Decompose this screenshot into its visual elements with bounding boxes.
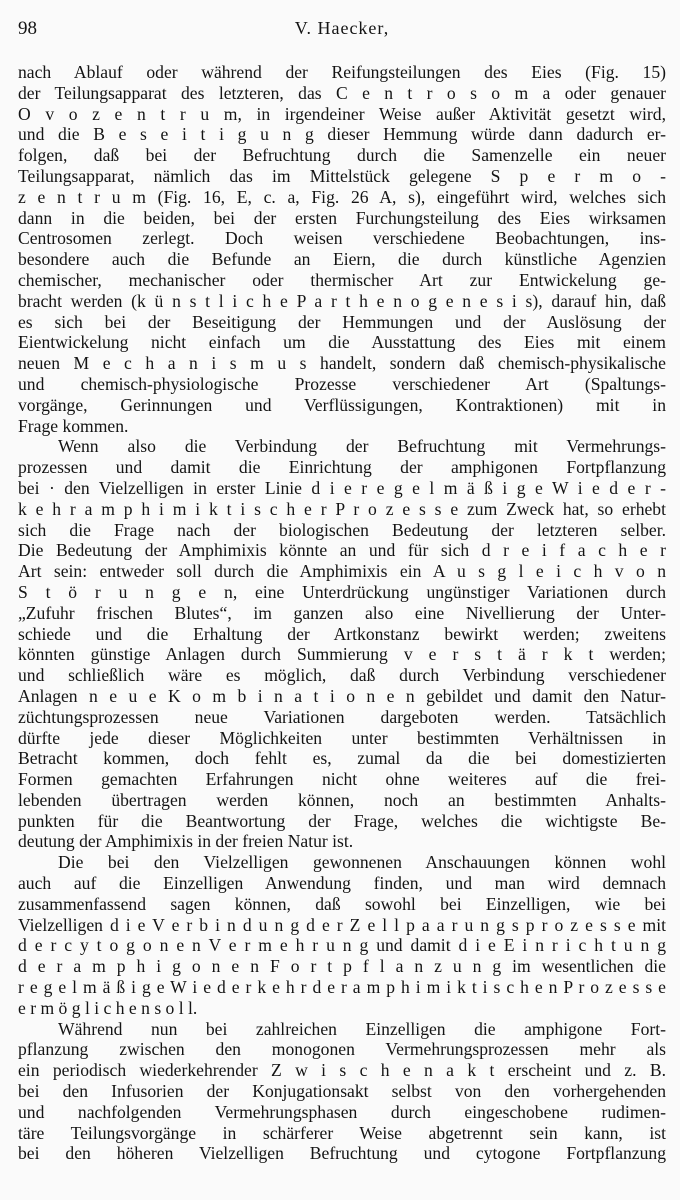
text-line: Eientwickelung nicht einfach um die Ausstattung des Eies mit einem xyxy=(18,332,666,353)
text-line: Art sein: entweder soll durch die Amphimixis ein A u s g l e i c h v o n xyxy=(18,561,666,582)
text-line: Teilungsapparat, nämlich das im Mittelstück gelegene S p e r m o - xyxy=(18,165,666,186)
text-line: Wenn also die Verbindung der Befruchtung mit Vermehrungs- xyxy=(58,436,666,457)
text-line: neuen M e c h a n i s m u s handelt, sondern daß chemisch-physikalische xyxy=(18,353,666,374)
text-line: bracht werden (k ü n s t l i c h e P a r t h e n o g e n e s i s), darauf hin, daß xyxy=(18,290,666,311)
text-line: Die Bedeutung der Amphimixis könnte an und für sich d r e i f a c h e r xyxy=(18,540,666,561)
text-line: bei · den Vielzelligen in erster Linie d i e r e g e l m ä ß i g e W i e d e r - xyxy=(18,477,666,498)
text-line: Die bei den Vielzelligen gewonnenen Anschauungen können wohl xyxy=(58,852,666,873)
text-line: r e g e l m ä ß i g e W i e d e r k e h r d e r a m p h i m i k t i s c h e n P r o z e s s e xyxy=(18,977,666,998)
text-line: nach Ablauf oder während der Reifungsteilungen des Eies (Fig. 15) xyxy=(18,62,666,82)
text-line: Frage kommen. xyxy=(18,415,129,436)
page-header xyxy=(18,18,666,48)
text-line: auch auf die Einzelligen Anwendung finden, und man wird demnach xyxy=(18,873,666,894)
text-line: und nachfolgenden Vermehrungsphasen durch eingeschobene rudimen- xyxy=(18,1101,666,1122)
text-line: lebenden übertragen werden können, noch an bestimmten Anhalts- xyxy=(18,789,666,810)
text-line: vorgänge, Gerinnungen und Verflüssigungen, Kontraktionen) mit in xyxy=(18,394,666,415)
text-line: S t ö r u n g e n, eine Unterdrückung ungünstiger Variationen durch xyxy=(18,581,666,602)
text-line: Centrosomen zerlegt. Doch weisen verschiedene Beobachtungen, ins- xyxy=(18,228,666,249)
text-line: und die B e s e i t i g u n g dieser Hemmung würde dann dadurch er- xyxy=(18,124,666,145)
text-line: e r m ö g l i c h e n s o l l. xyxy=(18,997,198,1018)
text-line: ein periodisch wiederkehrender Z w i s c h e n a k t erscheint und z. B. xyxy=(18,1060,666,1081)
text-line: Während nun bei zahlreichen Einzelligen die amphigone Fort- xyxy=(58,1018,666,1039)
text-line: deutung der Amphimixis in der freien Natur ist. xyxy=(18,831,354,852)
text-line: „Zufuhr frischen Blutes“, im ganzen also eine Nivellierung der Unter- xyxy=(18,602,666,623)
text-line: k e h r a m p h i m i k t i s c h e r P r o z e s s e zum Zweck hat, so erhebt xyxy=(18,498,666,519)
text-line: d e r c y t o g o n e n V e r m e h r u n g und damit d i e E i n r i c h t u n g xyxy=(18,935,666,956)
text-line: täre Teilungsvorgänge in schärferer Weise abgetrennt sein kann, ist xyxy=(18,1122,666,1143)
text-line: folgen, daß bei der Befruchtung durch die Samenzelle ein neuer xyxy=(18,145,666,166)
text-line: Anlagen n e u e K o m b i n a t i o n e n gebildet und damit den Natur- xyxy=(18,685,666,706)
text-line: der Teilungsapparat des letzteren, das C e n t r o s o m a oder genauer xyxy=(18,82,666,103)
text-line: sich die Frage nach der biologischen Bedeutung der letzteren selber. xyxy=(18,519,666,540)
text-line: pflanzung zwischen den monogonen Vermehrungsprozessen mehr als xyxy=(18,1039,666,1060)
text-line: dann in die beiden, bei der ersten Furchungsteilung des Eies wirksamen xyxy=(18,207,666,228)
text-line: schiede und die Erhaltung der Artkonstanz bewirkt werden; zweitens xyxy=(18,623,666,644)
text-line: chemischer, mechanischer oder thermischer Art zur Entwickelung ge- xyxy=(18,269,666,290)
running-head: V. Haecker, xyxy=(294,18,390,38)
text-line: und chemisch-physiologische Prozesse verschiedener Art (Spaltungs- xyxy=(18,373,666,394)
text-line: zusammenfassend sagen können, daß sowohl bei Einzelligen, wie bei xyxy=(18,893,666,914)
text-line: züchtungsprozessen neue Variationen dargeboten werden. Tatsächlich xyxy=(18,706,666,727)
text-line: punkten für die Beantwortung der Frage, welches die wichtigste Be- xyxy=(18,810,666,831)
text-line: dürfte jede dieser Möglichkeiten unter bestimmten Verhältnissen in xyxy=(18,727,666,748)
text-line: besondere auch die Befunde an Eiern, die durch künstliche Agenzien xyxy=(18,249,666,270)
text-line: bei den höheren Vielzelligen Befruchtung und cytogone Fortpflanzung xyxy=(18,1143,666,1164)
text-line: könnten günstige Anlagen durch Summierung v e r s t ä r k t werden; xyxy=(18,644,666,665)
text-line: bei den Infusorien der Konjugationsakt selbst von den vorhergehenden xyxy=(18,1081,666,1102)
text-line: Formen gemachten Erfahrungen nicht ohne weiteres auf die frei- xyxy=(18,769,666,790)
text-line: und schließlich wäre es möglich, daß durch Verbindung verschiedener xyxy=(18,665,666,686)
text-line: prozessen und damit die Einrichtung der amphigonen Fortpflanzung xyxy=(18,457,666,478)
text-line: d e r a m p h i g o n e n F o r t p f l a n z u n g im wesentlichen die xyxy=(18,956,666,977)
body-text xyxy=(18,62,666,1164)
page-number: 98 xyxy=(18,18,37,39)
text-line: O v o z e n t r u m, in irgendeiner Weise außer Aktivität gesetzt wird, xyxy=(18,103,666,124)
text-line: Betracht kommen, doch fehlt es, zumal da die bei domestizierten xyxy=(18,748,666,769)
text-line: es sich bei der Beseitigung der Hemmungen und der Auslösung der xyxy=(18,311,666,332)
text-line: Vielzelligen d i e V e r b i n d u n g d e r Z e l l p a a r u n g s p r o z e s s e mit xyxy=(18,914,666,935)
text-line: z e n t r u m (Fig. 16, E, c. a, Fig. 26 A, s), eingeführt wird, welches sich xyxy=(18,186,666,207)
